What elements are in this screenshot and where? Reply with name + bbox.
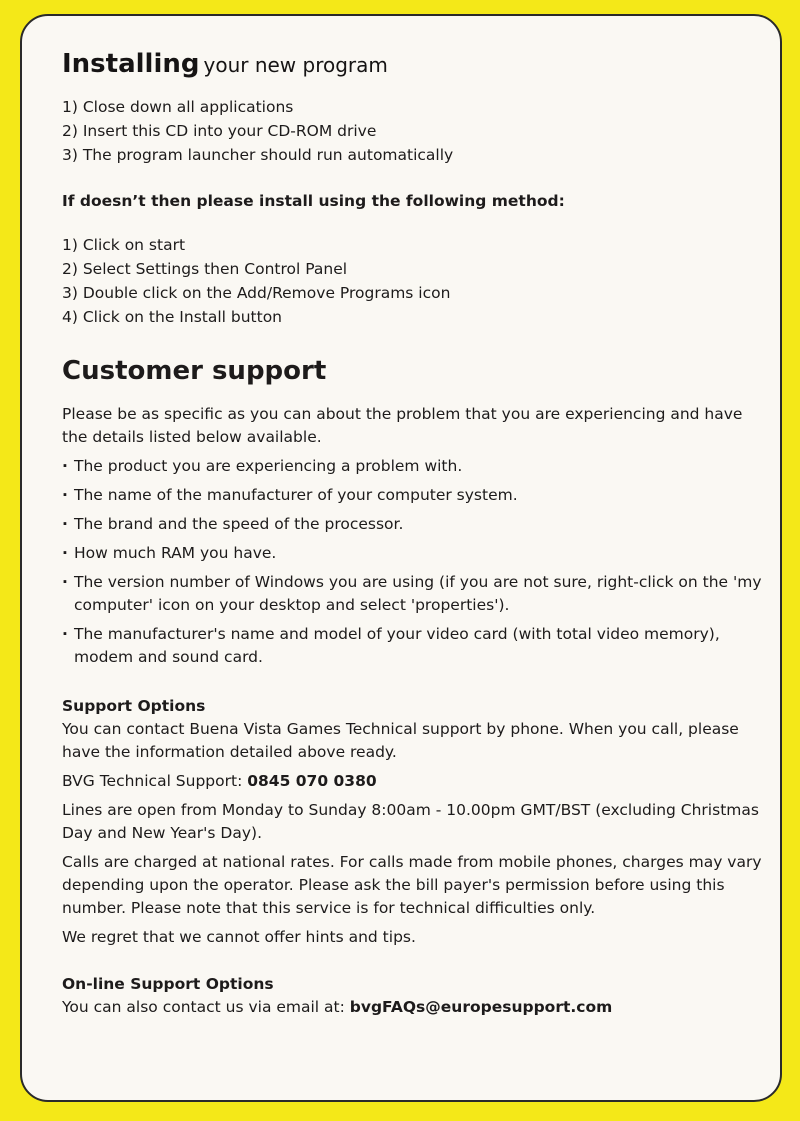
support-bullets <box>62 455 762 669</box>
support-title: Customer support <box>62 356 327 386</box>
online-support-heading: On-line Support Options <box>62 975 274 993</box>
fallback-steps <box>62 233 762 329</box>
phone-line <box>62 770 762 793</box>
phone-label: BVG Technical Support: <box>62 772 248 790</box>
phone-number: 0845 070 0380 <box>247 772 377 790</box>
support-bullet: · The manufacturer's name and model of your video card (with total video memory), modem and sound card. <box>62 623 762 669</box>
install-step: 3) The program launcher should run automatically <box>62 146 454 164</box>
support-bullet: · The brand and the speed of the processor. <box>62 513 762 536</box>
support-charges: Calls are charged at national rates. For calls made from mobile phones, charges may vary depending upon the operator. Please ask the bill payer's permission before using this number. Please note that this service is for technical difficulties only. <box>62 853 762 917</box>
support-bullet: · How much RAM you have. <box>62 542 762 565</box>
install-step: 2) Insert this CD into your CD-ROM drive <box>62 122 377 140</box>
online-support-line <box>62 996 762 1019</box>
support-bullet: · The name of the manufacturer of your computer system. <box>62 484 762 507</box>
online-support-text: You can also contact us via email at: <box>62 998 350 1016</box>
document-content <box>62 44 762 1019</box>
document-card <box>20 14 782 1102</box>
fallback-step: 3) Double click on the Add/Remove Programs icon <box>62 284 451 302</box>
install-title-bold: Installing <box>62 49 200 79</box>
support-contact-text: You can contact Buena Vista Games Technical support by phone. When you call, please have the information detailed above ready. <box>62 720 739 761</box>
support-intro: Please be as specific as you can about the problem that you are experiencing and have the details listed below available. <box>62 405 743 446</box>
install-steps <box>62 95 762 167</box>
fallback-step: 1) Click on start <box>62 236 186 254</box>
support-options-heading: Support Options <box>62 697 206 715</box>
support-bullet: · The product you are experiencing a problem with. <box>62 455 762 478</box>
support-email: bvgFAQs@europesupport.com <box>349 998 613 1016</box>
fallback-step: 2) Select Settings then Control Panel <box>62 260 348 278</box>
fallback-heading: If doesn’t then please install using the following method: <box>62 192 565 210</box>
install-title <box>62 44 762 85</box>
support-regret: We regret that we cannot offer hints and tips. <box>62 928 416 946</box>
install-title-light: your new program <box>203 53 388 77</box>
fallback-step: 4) Click on the Install button <box>62 308 283 326</box>
install-step: 1) Close down all applications <box>62 98 294 116</box>
support-hours: Lines are open from Monday to Sunday 8:00am - 10.00pm GMT/BST (excluding Christmas Day and New Year's Day). <box>62 801 759 842</box>
support-bullet: · The version number of Windows you are using (if you are not sure, right-click on the 'my computer' icon on your desktop and select 'properties'). <box>62 571 762 617</box>
